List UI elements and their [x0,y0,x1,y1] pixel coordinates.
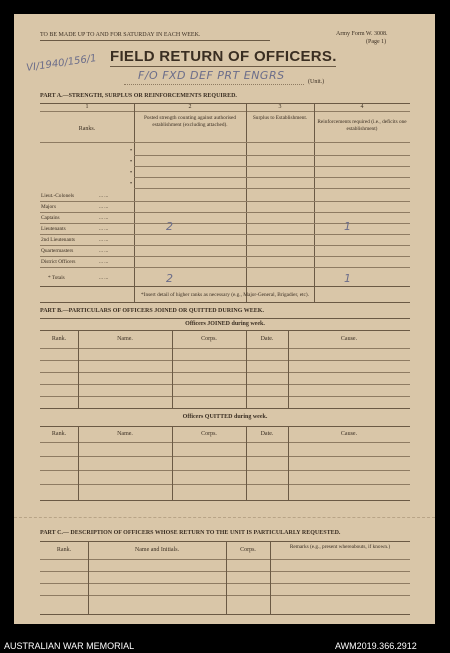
rank-row-2: Majors [41,204,57,210]
quitted-col-name: Name. [117,431,133,437]
header-surplus: Surplus to Establishment. [252,115,308,121]
rank-row-1: Lieut.-Colonels [41,193,75,199]
unit-handwritten: F/O FXD DEF PRT ENGRS [138,69,285,82]
footer-right: AWM2019.366.2912 [335,641,417,651]
margin-reference: VI/1940/156/1 [25,53,98,74]
quitted-col-date: Date. [260,431,274,437]
partc-col-remarks: Remarks (e.g., present whereabouts, if known.) [289,544,391,550]
rank-row-7: District Officers [41,259,76,265]
joined-col-cause: Cause. [340,336,358,342]
quitted-col-cause: Cause. [340,431,358,437]
rank-row-4: Lieutenants [41,226,66,232]
part-a-footnote: *Insert detail of higher ranks as necessary (e.g., Major-General, Brigadier, etc). [141,292,309,298]
instruction-text: TO BE MADE UP TO AND FOR SATURDAY IN EACH WEEK. [40,32,201,38]
joined-col-date: Date. [260,336,274,342]
form-title: FIELD RETURN OF OFFICERS. [110,48,337,65]
form-number: Army Form W. 3008. [336,31,388,37]
footer-left: AUSTRALIAN WAR MEMORIAL [4,641,135,651]
joined-col-rank: Rank. [51,336,67,342]
page-number: (Page 1) [366,39,387,45]
partc-col-corps: Corps. [240,547,256,553]
reinf-lieutenants: 1 [344,220,351,233]
col-number-3: 3 [278,104,282,110]
quitted-title: Officers QUITTED during week. [182,414,268,420]
totals-label: * Totals [48,275,65,281]
form-page: TO BE MADE UP TO AND FOR SATURDAY IN EACH WEEK. Army Form W. 3008. (Page 1) FIELD RETURN OF OFFICERS. VI/1940/156/1 F/O FXD DEF PRT ENGRS (Unit.) PART A.—STRENGTH, SURPLUS OR REINFORCEMENTS REQUIRED. 1 2 3 4 Ranks. Posted strength counting against authorised establishment (excluding attached). Surplus to Establishment. Reinforcements required (i.e., deficits one establishment) • • • • Lieut.-Colonels ... ... Majors ... ... Captains ... ... Lieutenants ... ... 2nd Lieutenants ... ... Quartermasters ... ... District Officers ... ... 2 1 * Totals ... ... 2 1 *Insert detail of higher ranks as necessary (e.g., Major-General, Brigadier, etc). PART B.—PARTICULARS OF OFFICERS JOINED OR QUITTED DURING WEEK. Officers JOINED during week. Rank. Name. Corps. Date. Cause. Officers QUITTED during week. Rank. Name. Corps. Date. Cause. PART C.— DESCRIPTION OF OFFICERS WHOSE RETURN TO THE UNIT IS PARTICULARLY REQUESTED. Rank. Name and Initials. Corps. Remarks (e.g., present whereabouts, if known.) [14,14,435,624]
col-number-1: 1 [85,104,89,110]
part-b-heading: PART B.—PARTICULARS OF OFFICERS JOINED OR QUITTED DURING WEEK. [40,308,264,314]
partc-col-name: Name and Initials. [134,547,180,553]
header-posted: Posted strength counting against authorised establishment (excluding attached). [143,115,237,128]
quitted-col-rank: Rank. [51,431,67,437]
joined-col-corps: Corps. [201,336,217,342]
posted-lieutenants: 2 [166,220,173,233]
quitted-col-corps: Corps. [201,431,217,437]
col-number-4: 4 [360,104,364,110]
rank-row-3: Captains [41,215,60,221]
totals-reinf: 1 [344,272,351,285]
part-a-heading: PART A.—STRENGTH, SURPLUS OR REINFORCEMENTS REQUIRED. [40,93,237,99]
totals-posted: 2 [166,272,173,285]
part-c-heading: PART C.— DESCRIPTION OF OFFICERS WHOSE RETURN TO THE UNIT IS PARTICULARLY REQUESTED. [40,530,341,536]
rank-row-6: Quartermasters [41,248,74,254]
unit-label: (Unit.) [308,79,325,85]
col-number-2: 2 [188,104,192,110]
joined-title: Officers JOINED during week. [185,321,265,327]
header-reinforcements: Reinforcements required (i.e., deficits one establishment) [317,119,407,132]
partc-col-rank: Rank. [56,547,72,553]
header-ranks: Ranks. [78,126,96,132]
footer-bar [0,640,450,653]
rank-row-5: 2nd Lieutenants [41,237,75,243]
joined-col-name: Name. [117,336,133,342]
